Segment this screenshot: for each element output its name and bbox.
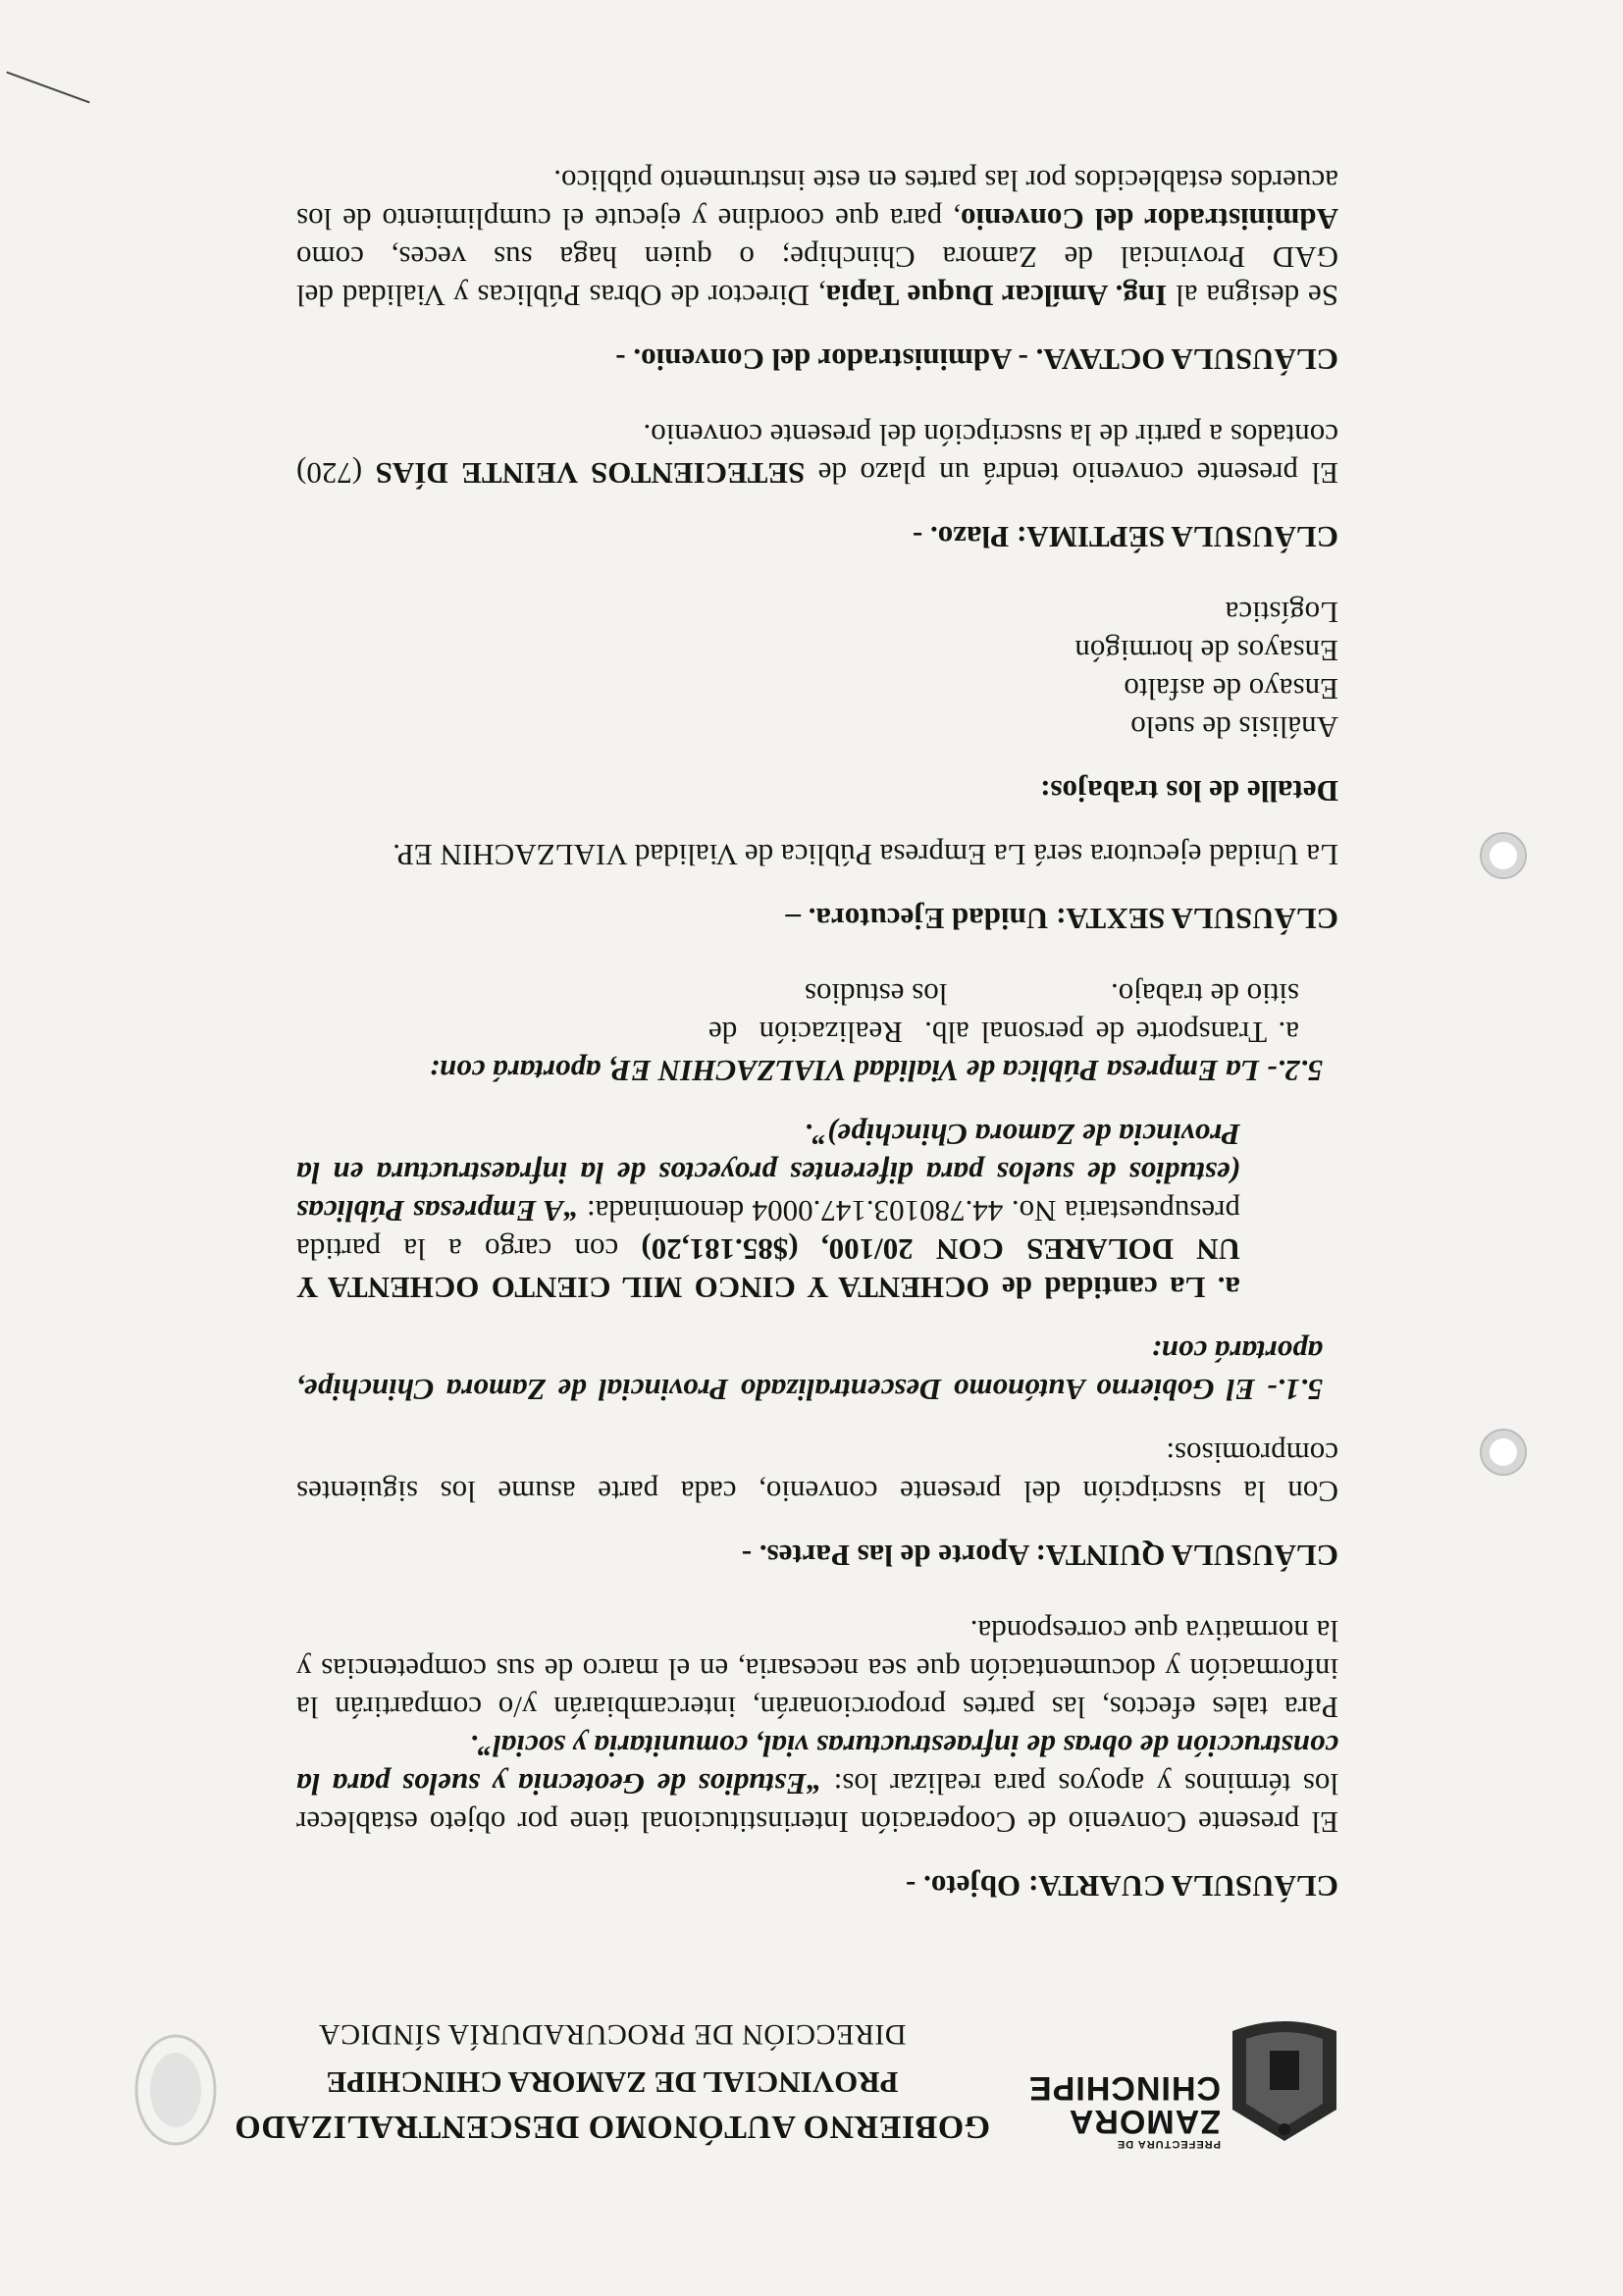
clause-5-1-a-budget-line: “A Empresas Públicas (estudios de suelos para diferentes proyectos de la infraestructura en la Provincia de Zamora Chinchipe)”. <box>295 1118 1240 1228</box>
clause-7-title: CLÁUSULA SÉPTIMA: Plazo. - <box>912 520 1338 554</box>
clause-4-object: “Estudios de Geotecnia y suelos para la construcción de obras de infraestructuras vial, comunitaria y social”. <box>295 1729 1338 1801</box>
clause-4-text: El presente Convenio de Cooperación Interinstitucional tiene por objeto establecer los términos y apoyos para realizar los: <box>296 1767 1338 1840</box>
clause-4-title: CLÁUSULA CUARTA: Objeto. - <box>906 1869 1338 1904</box>
clause-8-text-c: , Director de Obras Públicas y Vialidad del GAD Provincial de Zamora Chinchipe; o quien haga sus veces, como <box>296 240 1338 313</box>
punch-hole-icon <box>1480 1429 1527 1476</box>
clause-5-1-a-text: con cargo a la partida presupuestaria No. 44.780103.147.0004 denominada: <box>296 1194 1240 1267</box>
clause-8-role: Administrador del Convenio <box>961 202 1338 236</box>
clause-4-paragraph-1 <box>296 1727 1338 1842</box>
clause-6-title: CLÁUSULA SEXTA: Unidad Ejecutora. – <box>785 902 1338 936</box>
clause-5-intro: Con la suscripción del presente convenio, cada parte asume los siguientes compromisos: <box>296 1436 1338 1509</box>
clause-8-paragraph <box>296 162 1338 315</box>
clause-5-1: 5.1.- El Gobierno Autónomo Descentralizado Provincial de Zamora Chinchipe, aportará con: <box>296 1334 1323 1407</box>
clause-5-1-a-label: a. <box>1217 1271 1240 1305</box>
clause-5-2-a: a. Transporte de personal al sitio de trabajo. <box>947 977 1299 1050</box>
clause-4-paragraph-2: Para tales efectos, las partes proporcionarán, intercambiarán y/o compartirán la información y documentación que sea necesaria, en el marco de sus competencias y la normativa que corresponda. <box>296 1614 1338 1725</box>
clause-5-2: 5.2.- La Empresa Pública de Vialidad VIALZACHIN EP, aportará con: <box>429 1054 1323 1088</box>
contract-body <box>296 162 1338 1905</box>
clause-7-paragraph <box>296 416 1338 493</box>
clause-8-text-e: , para que coordine y ejecute el cumplimiento de los acuerdos establecidos por las partes en este instrumento público. <box>295 164 1338 236</box>
header-line1: GOBIERNO AUTÓNOMO DESCENTRALIZADO <box>234 2109 991 2145</box>
clause-8-administrator-name: Ing. Amílcar Duque Tapia <box>825 279 1168 313</box>
work-details-title: Detalle de los trabajos: <box>1040 774 1338 809</box>
header-line3: DIRECCIÓN DE PROCURADURÍA SÍNDICA <box>318 2018 907 2051</box>
clause-7-term: SETECIENTOS VEINTE DÍAS <box>375 456 806 491</box>
logo-wordmark <box>1005 2071 1221 2149</box>
header-line2: PROVINCIAL DE ZAMORA CHINCHIPE <box>326 2065 899 2100</box>
clause-5-2-items <box>296 975 1338 1052</box>
clause-6-paragraph: La Unidad ejecutora será La Empresa Pública de Vialidad VIALZACHIN EP. <box>393 838 1338 872</box>
work-item: Análisis de suelo <box>1130 710 1338 745</box>
logo-line1: ZAMORA <box>1068 2103 1221 2140</box>
prefecture-logo-icon <box>1221 2011 1348 2149</box>
punch-hole-icon <box>1480 832 1527 879</box>
binding-mark <box>6 72 89 104</box>
letterhead <box>234 2002 1348 2150</box>
clause-8-text-a: Se designa al <box>1167 279 1338 313</box>
header-titles <box>220 2017 1005 2145</box>
clause-8-title: CLÁUSULA OCTAVA. - Administrador del Convenio. - <box>615 342 1338 377</box>
clause-7-text-a: El presente convenio tendrá un plazo de <box>805 456 1338 491</box>
clause-5-2-b: b. Realización de los estudios <box>708 977 948 1050</box>
clause-5-1-a-amount: La cantidad de OCHENTA Y CINCO MIL CIENTO OCHENTA Y UN DOLARES CON 20/100, ($85.181,20) <box>295 1232 1240 1305</box>
clause-7-text-c: (720) contados a partir de la suscripción del presente convenio. <box>296 418 1338 491</box>
work-item: Ensayo de asfalto <box>1124 672 1338 706</box>
logo-small-text: PREFECTURA DE <box>1116 2138 1221 2150</box>
work-item: Ensayos de hormigón <box>1074 634 1338 668</box>
faded-seal-icon <box>131 2031 220 2149</box>
work-item: Logística <box>1225 596 1338 630</box>
logo-line2: CHINCHIPE <box>1027 2069 1221 2107</box>
clause-5-title: CLÁUSULA QUINTA: Aporte de las Partes. - <box>741 1539 1338 1573</box>
clause-5-1-a <box>296 1116 1338 1307</box>
